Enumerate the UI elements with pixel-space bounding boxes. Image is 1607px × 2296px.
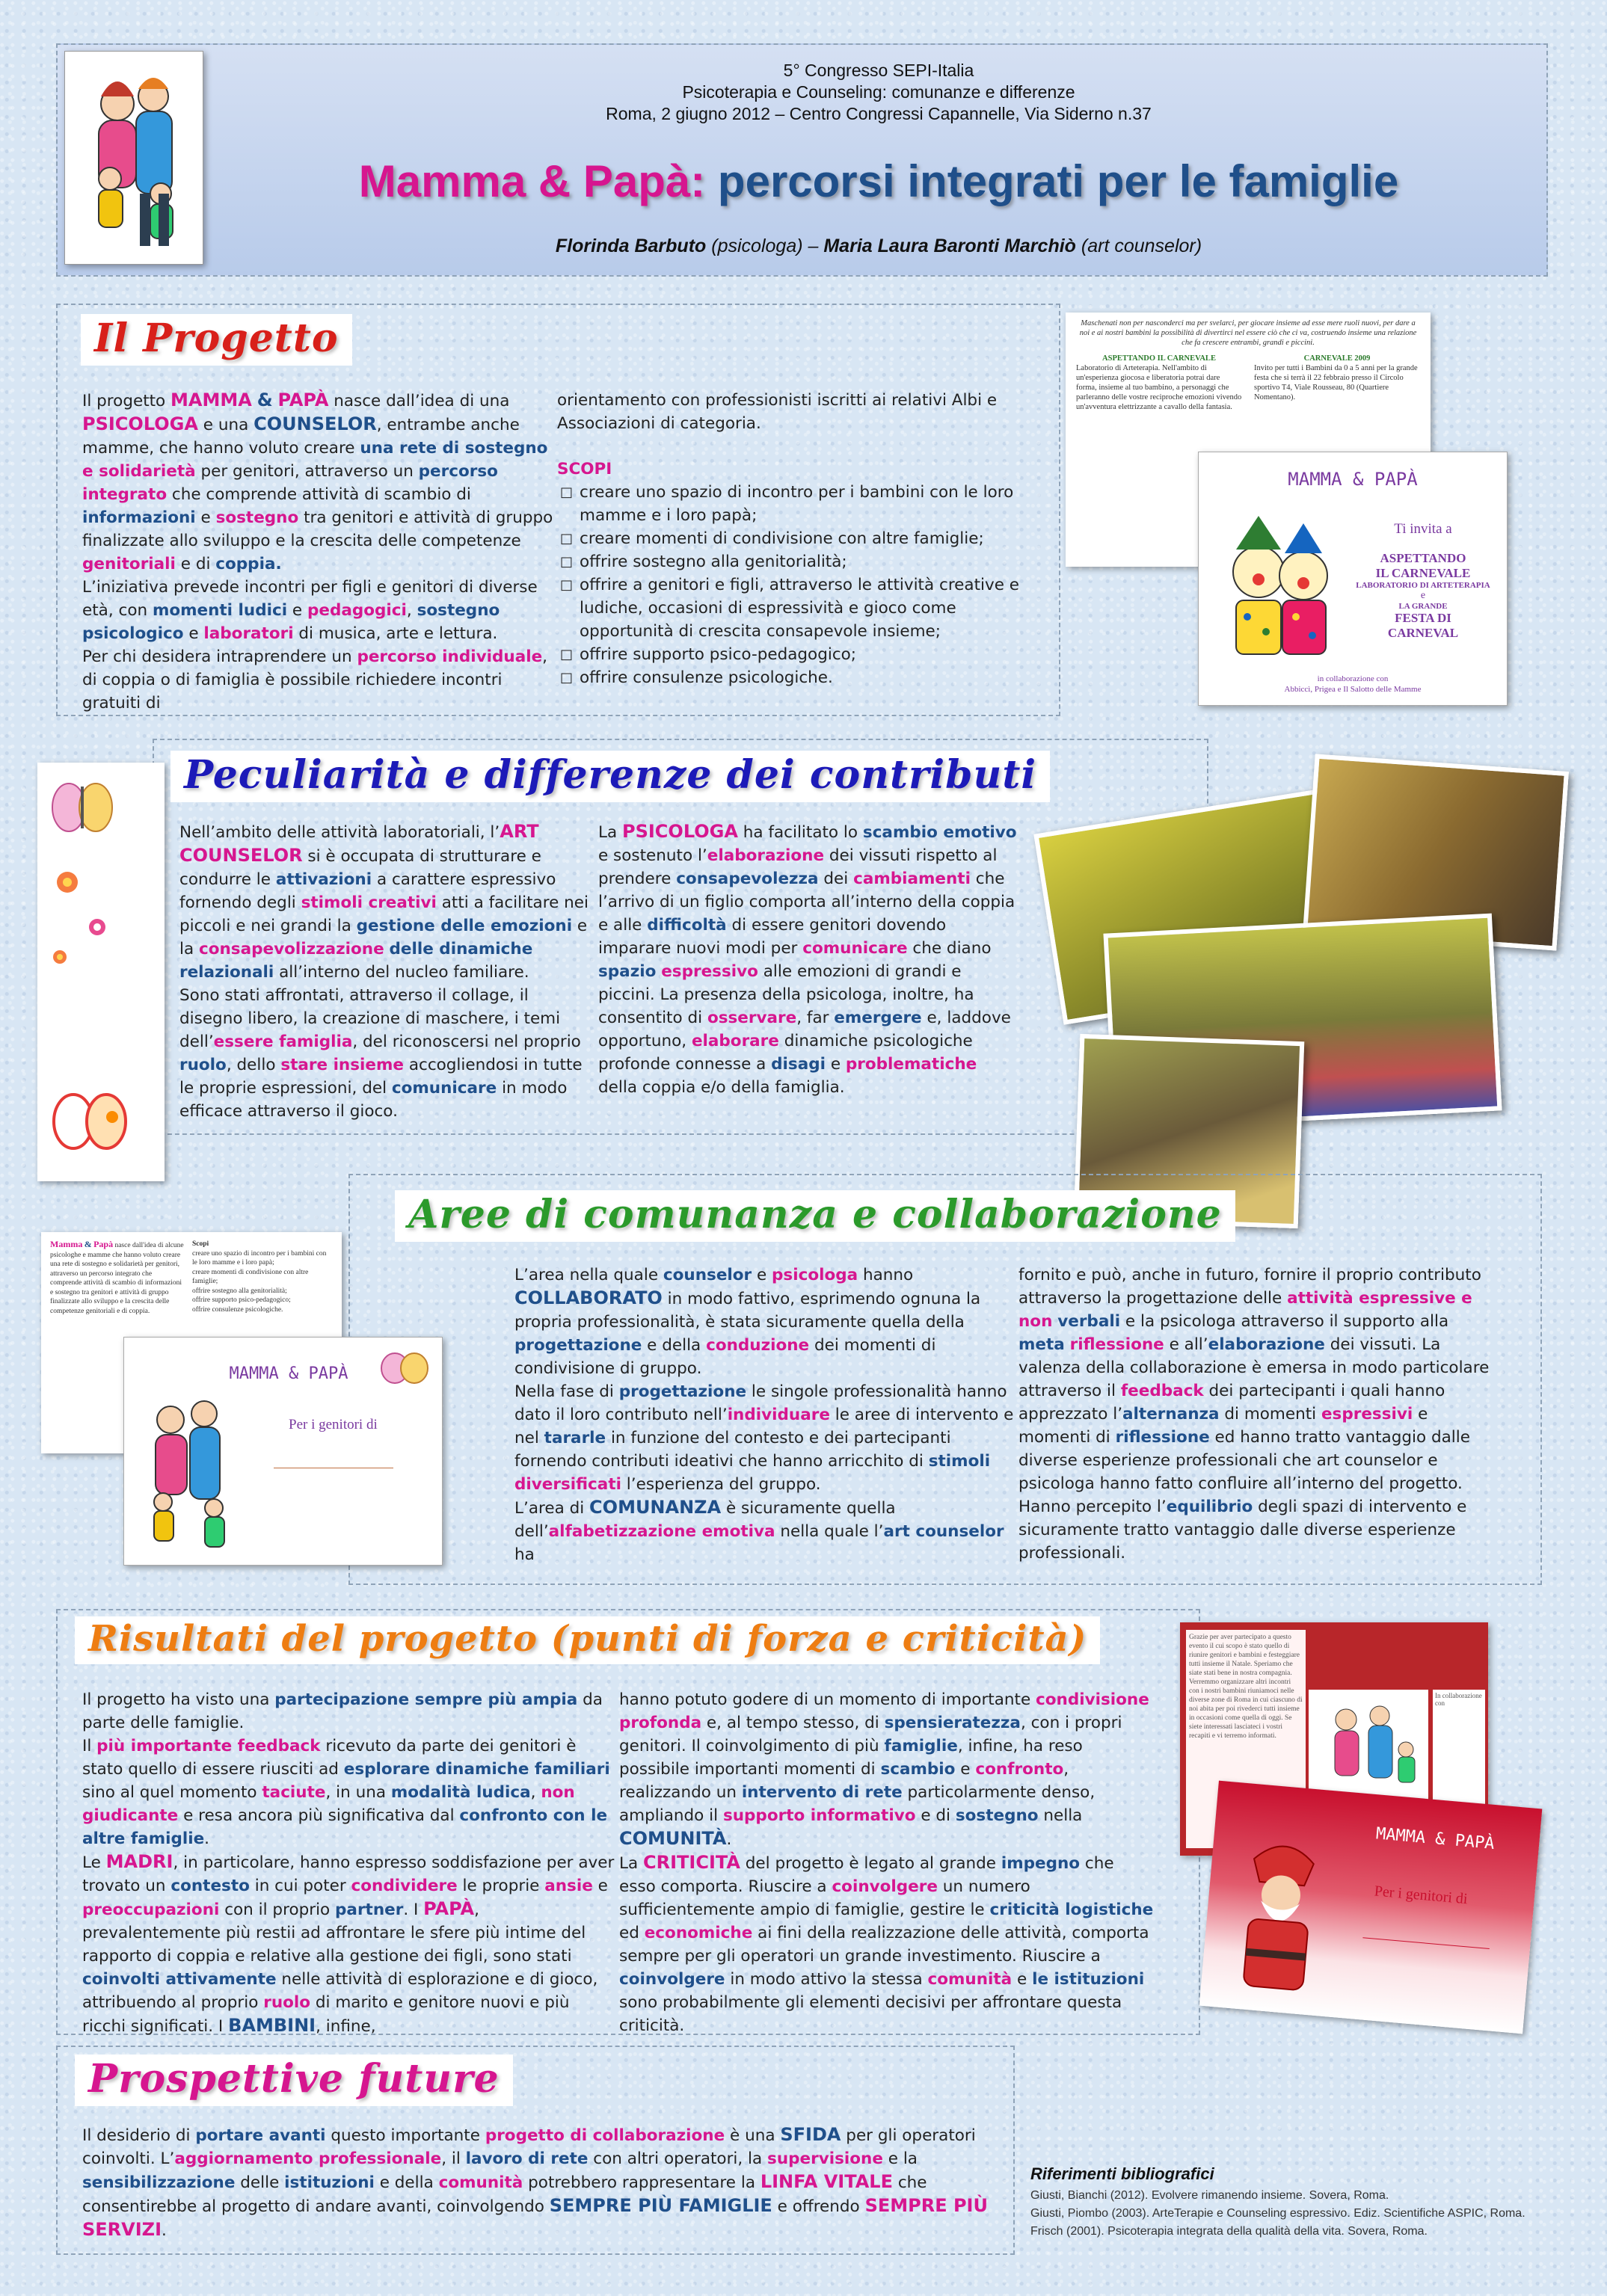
risultati-col-right: hanno potuto godere di un momento di importante condivisione profonda e, al tempo stesso, di spensieratezza, con i propri genitori. Il coinvolgimento di più famiglie, infine, ha reso possibile importanti momenti di scambio e confronto, realizzando un intervento di rete particolarmente denso, ampliando il supporto informativo e di sostegno nella COMUNITÀ. La CRITICITÀ del progetto è legato al grande impegno che esso comporta. Riuscire a coinvolgere un numero sufficientemente ampio di famiglie, gestire le criticità logistiche ed economiche ai fini della realizzazione delle attività, comporta sempre per gli operatori un grande investimento. Riuscire a coinvolgere in modo attivo la stessa comunità e le istituzioni sono probabilmente gli elementi decisivi per affrontare questa criticità. (619, 1690, 1154, 2035)
family-christmas-icon (1309, 1690, 1428, 1802)
progetto-text-left: Il progetto MAMMA & PAPÀ nasce dall’idea di una PSICOLOGA e una COUNSELOR, entrambe anche mamme, che hanno voluto creare una rete di sostegno e solidarietà per genitori, attraverso un percorso integrato che comprende attività di scambio di informazioni e sostegno tra genitori e attività di gruppo finalizzate allo sviluppo e la crescita delle competenze genitoriali e di coppia. L’iniziativa prevede incontri per figli e genitori di diverse età, con momenti ludici e pedagogici, sostegno psicologico e laboratori di musica, arte e lettura. Per chi desidera intraprendere un percorso individuale, di coppia o di famiglia è possibile richiedere incontri gratuiti di (82, 390, 553, 713)
christmas-flyer-mid (1309, 1690, 1428, 1802)
riferimento-item: Giusti, Piombo (2003). ArteTerapie e Counseling espressivo. Ediz. Scientifiche ASPIC, Roma. (1030, 2207, 1525, 2220)
scopi-label: SCOPI (557, 460, 612, 478)
congress-info (217, 60, 1540, 125)
progetto-title: Il Progetto (81, 314, 352, 366)
small-flyer-scopo: creare uno spazio di incontro per i bambini con le loro mamme e i loro papà; (192, 1249, 327, 1267)
small-flyer-text: nasce dall'idea di alcune psicologhe e mamme che hanno voluto creare una rete di sostegno e solidarietà per genitori, attraverso un percorso integrato che comprende attività di scambio di informazioni e sostegno tra genitori e attività di gruppo finalizzate allo sviluppo e la crescita delle competenze genitoriali e di coppia. (50, 1242, 184, 1315)
aree-col-right: fornito e può, anche in futuro, fornire il proprio contributo attraverso la progettazione delle attività espressive e non verbali e la psicologa attraverso il supporto alla meta riflessione e all’elaborazione dei vissuti. La valenza della collaborazione è emersa in modo particolare attraverso il feedback dei partecipanti i quali hanno apprezzato l’alternanza di momenti espressivi e momenti di riflessione ed hanno tratto vantaggio dalle diverse esperienze professionali che art counselor e psicologa hanno fatto confluire all’interno del progetto. Hanno percepito l’equilibrio degli spazi di intervento e sicuramente tratto vantaggio dalle diverse esperienze professionali. (1018, 1266, 1490, 1563)
christmas-flyer-text: Grazie per aver partecipato a questo evento il cui scopo è stato quello di riunire genitori e bambini e festeggiare tutti insieme il Natale. Speriamo che siate stati bene in nostra compagnia. Verremmo organizzare altri incontri con i nostri bambini riuniamoci nelle diverse zone di Roma in cui ciascuno di noi abita per poi rivederci tutti insieme in occasioni come quella di oggi. Se siete interessati lasciateci i vostri recapiti e vi terremo informati. (1189, 1634, 1303, 1740)
flyer-col1-text: Laboratorio di Arteterapia. Nell'ambito di un'esperienza giocosa e liberatoria potrai dare forma, insieme al tuo bambino, a personaggi che parleranno delle vostre reciproche emozioni vivendo un'avventura elettrizzante a cavallo della fantasia. (1076, 364, 1242, 411)
genitori-card (123, 1337, 443, 1566)
natale-card (1199, 1781, 1543, 2034)
scopi-list (557, 481, 1021, 689)
small-flyer-scopo: offrire sostegno alla genitorialità; (192, 1287, 287, 1295)
invite-line: Ti invita a (1394, 521, 1452, 537)
invite-footer-line: in collaborazione con (1317, 674, 1389, 683)
butterfly-flowers-icon (37, 763, 165, 1181)
page-title (217, 156, 1540, 207)
natale-card-title: MAMMA & PAPÀ (1375, 1824, 1496, 1854)
peculiarita-col-counselor: Nell’ambito delle attività laboratoriali, l’ART COUNSELOR si è occupata di strutturare e condurre le attivazioni a carattere espressivo fornendo degli stimoli creativi atti a facilitare nei piccoli e nei grandi la gestione delle emozioni e la consapevolizzazione delle dinamiche relazionali all’interno del nucleo familiare. Sono stati affrontati, attraverso il collage, il disegno libero, la creazione di maschere, i temi dell’essere famiglia, del riconoscersi nel proprio ruolo, dello stare insieme accogliendosi in tutte le proprie espressioni, del comunicare in modo efficace attraverso il gioco. (179, 821, 589, 1121)
small-flyer-brand1: Mamma (50, 1239, 83, 1249)
author2: Maria Laura Baronti Marchiò (823, 236, 1076, 256)
peculiarita-title: Peculiarità e differenze dei contributi (170, 751, 1050, 802)
congress-line3: Roma, 2 giugno 2012 – Centro Congressi Capannelle, Via Siderno n.37 (606, 104, 1152, 123)
natale-card-line (1362, 1937, 1489, 1949)
flyer-col2-text: Invito per tutti i Bambini da 0 a 5 anni per la grande festa che si terrà il 22 febbraio presso il Circolo sportivo T4, Viale Rousseau, 80 (Quartiere Nomentano). (1254, 364, 1418, 401)
invite-line: e (1420, 590, 1426, 601)
risultati-title: Risultati del progetto (punti di forza e criticità) (75, 1616, 1100, 1664)
role2: (art counselor) (1081, 236, 1202, 256)
role1: (psicologa) (711, 236, 803, 256)
scopo-item: □ offrire consulenze psicologiche. (557, 666, 1021, 689)
progetto-text-right: orientamento con professionisti iscritti ai relativi Albi e Associazioni di categoria. SCOPI □ creare uno spazio di incontro per i bambini con le loro mamme e i loro papà; □ creare momenti di condivisione con altre famiglie; □ offrire sostegno alla genitorialità; □ offrire a genitori e figli, attraverso le attività creative e ludiche, occasioni di espressività e gioco come opportunità di crescita consapevole insieme; □ offrire supporto psico-pedagogico; □ offrire consulenze psicologiche. (557, 389, 1021, 689)
prospettive-text: Il desiderio di portare avanti questo importante progetto di collaborazione è una SFIDA per gli operatori coinvolti. L’aggiornamento professionale, il lavoro di rete con altri operatori, la supervisione e la sensibilizzazione delle istituzioni e della comunità potrebbero rappresentare la LINFA VITALE che consentirebbe al progetto di andare avanti, coinvolgendo SEMPRE PIÙ FAMIGLIE e offrendo SEMPRE PIÙ SERVIZI. (82, 2124, 988, 2240)
invite-line: FESTA DI (1395, 611, 1451, 625)
riferimenti-title: Riferimenti bibliografici (1030, 2164, 1214, 2183)
riferimento-item: Giusti, Bianchi (2012). Evolvere rimanendo insieme. Sovera, Roma. (1030, 2189, 1389, 2202)
scopo-item: □ creare momenti di condivisione con altre famiglie; (557, 527, 1021, 550)
small-flyer-brand-amp: & (84, 1239, 92, 1249)
family-card-drawing-icon (133, 1382, 245, 1554)
butterfly-icon (378, 1349, 431, 1387)
scopo-item: □ creare uno spazio di incontro per i bambini con le loro mamme e i loro papà; (557, 481, 1021, 527)
invite-title: MAMMA & PAPÀ (1288, 469, 1418, 490)
invite-line: ASPETTANDO (1380, 551, 1466, 565)
christmas-flyer-side-text: In collaborazione con (1435, 1692, 1482, 1707)
peculiarita-col-psicologa: La PSICOLOGA ha facilitato lo scambio emotivo e sostenuto l’elaborazione dei vissuti rispetto al prendere consapevolezza dei cambiamenti che l’arrivo di un figlio comporta all’interno della coppia e alle difficoltà di essere genitori dovendo imparare nuovi modi per comunicare che diano spazio espressivo alle emozioni di grandi e piccini. La presenza della psicologa, inoltre, ha consentito di osservare, far emergere e, laddove opportuno, elaborare dinamiche psicologiche profonde connesse a disagi e problematiche della coppia e/o della famiglia. (598, 821, 1017, 1097)
genitori-card-title: MAMMA & PAPÀ (229, 1364, 348, 1383)
authors (217, 236, 1540, 257)
riferimento-item: Frisch (2001). Psicoterapia integrata della qualità della vita. Sovera, Roma. (1030, 2225, 1428, 2238)
invite-text (1345, 521, 1502, 641)
aree-title: Aree di comunanza e collaborazione (395, 1190, 1235, 1242)
title-part1: Mamma & Papà: (358, 156, 706, 206)
family-drawing-icon (65, 52, 204, 265)
header-logo (64, 51, 203, 265)
flyer-intro: Maschenati non per nasconderci ma per svelarci, per giocare insieme ad esse mere ruoli nuovi, per dare a noi e ai nostri bambini la possibilità di divertirci nel essere ciò che ci va, costruendo insieme una relazione che fa crescere entrambi, grandi e piccini. (1079, 319, 1417, 347)
invite-line: CARNEVAL (1387, 626, 1459, 640)
riferimenti (1030, 2164, 1569, 2241)
small-flyer-scopi-label: Scopi (192, 1240, 209, 1248)
prospettive-title: Prospettive future (75, 2055, 513, 2106)
invite-footer-line: Abbiccì, Prigea e Il Salotto delle Mamme (1284, 685, 1422, 694)
santa-claus-icon (1213, 1826, 1347, 2001)
carnevale-invite-card (1198, 452, 1508, 706)
natale-card-subtitle: Per i genitori di (1373, 1883, 1469, 1908)
clowns-drawing-icon (1214, 512, 1348, 662)
scopo-item: □ offrire a genitori e figli, attraverso le attività creative e ludiche, occasioni di espressività e gioco come opportunità di crescita consapevole insieme; (557, 573, 1021, 643)
scopo-item: □ offrire sostegno alla genitorialità; (557, 550, 1021, 573)
aree-col-left: L’area nella quale counselor e psicologa hanno COLLABORATO in modo fattivo, esprimendo ognuna la propria professionalità, è stata sicuramente quella della progettazione e della conduzione dei momenti di condivisione di gruppo. Nella fase di progettazione le singole professionalità hanno dato il loro contributo nell’individuare le aree di intervento e nel tararle in funzione del contesto e dei partecipanti fornendo contributi ideativi che hanno arricchito di stimoli diversificati l’esperienza del gruppo. L’area di COMUNANZA è sicuramente quella dell’alfabetizzazione emotiva nella quale l’art counselor ha (514, 1266, 1014, 1564)
title-part2: percorsi integrati per le famiglie (717, 156, 1399, 206)
genitori-card-subtitle: Per i genitori di (289, 1417, 378, 1432)
flyer-col1-head: ASPETTANDO IL CARNEVALE (1102, 354, 1216, 363)
small-flyer-scopo: creare momenti di condivisione con altre famiglie; (192, 1268, 309, 1285)
congress-line1: 5° Congresso SEPI-Italia (783, 61, 974, 80)
small-flyer-scopo: offrire consulenze psicologiche. (192, 1305, 283, 1314)
author1: Florinda Barbuto (555, 236, 707, 256)
small-flyer-brand2: Papà (93, 1239, 114, 1249)
invite-footer (1199, 674, 1507, 695)
congress-line2: Psicoterapia e Counseling: comunanze e differenze (682, 82, 1075, 102)
scopo-item: □ offrire supporto psico-pedagogico; (557, 643, 1021, 666)
risultati-col-left: Il progetto ha visto una partecipazione sempre più ampia da parte delle famiglie. Il più importante feedback ricevuto da parte dei genitori è stato quello di essere riusciti ad esplorare dinamiche familiari sino al quel momento taciute, in una modalità ludica, non giudicante e resa ancora più significativa dal confronto con le altre famiglie. Le MADRI, in particolare, hanno espresso soddisfazione per aver trovato un contesto in cui poter condividere le proprie ansie e preoccupazioni con il proprio partner. I PAPÀ, prevalentemente più restii ad affrontare le sfere più intime del rapporto di coppia e relative alla gestione dei figli, sono stati coinvolti attivamente nelle attività di esplorazione e di gioco, attribuendo al proprio ruolo di marito e genitore nuovi e più ricchi significati. I BAMBINI, infine, (82, 1690, 615, 2036)
invite-line: LA GRANDE (1398, 602, 1448, 611)
author-sep: – (808, 236, 819, 256)
flyer-col2-head: CARNEVALE 2009 (1303, 354, 1371, 363)
invite-line: IL CARNEVALE (1375, 566, 1471, 580)
invite-line: LABORATORIO DI ARTETERAPIA (1356, 581, 1490, 590)
small-flyer-scopo: offrire supporto psico-pedagogico; (192, 1296, 291, 1304)
butterfly-panel (37, 763, 165, 1181)
